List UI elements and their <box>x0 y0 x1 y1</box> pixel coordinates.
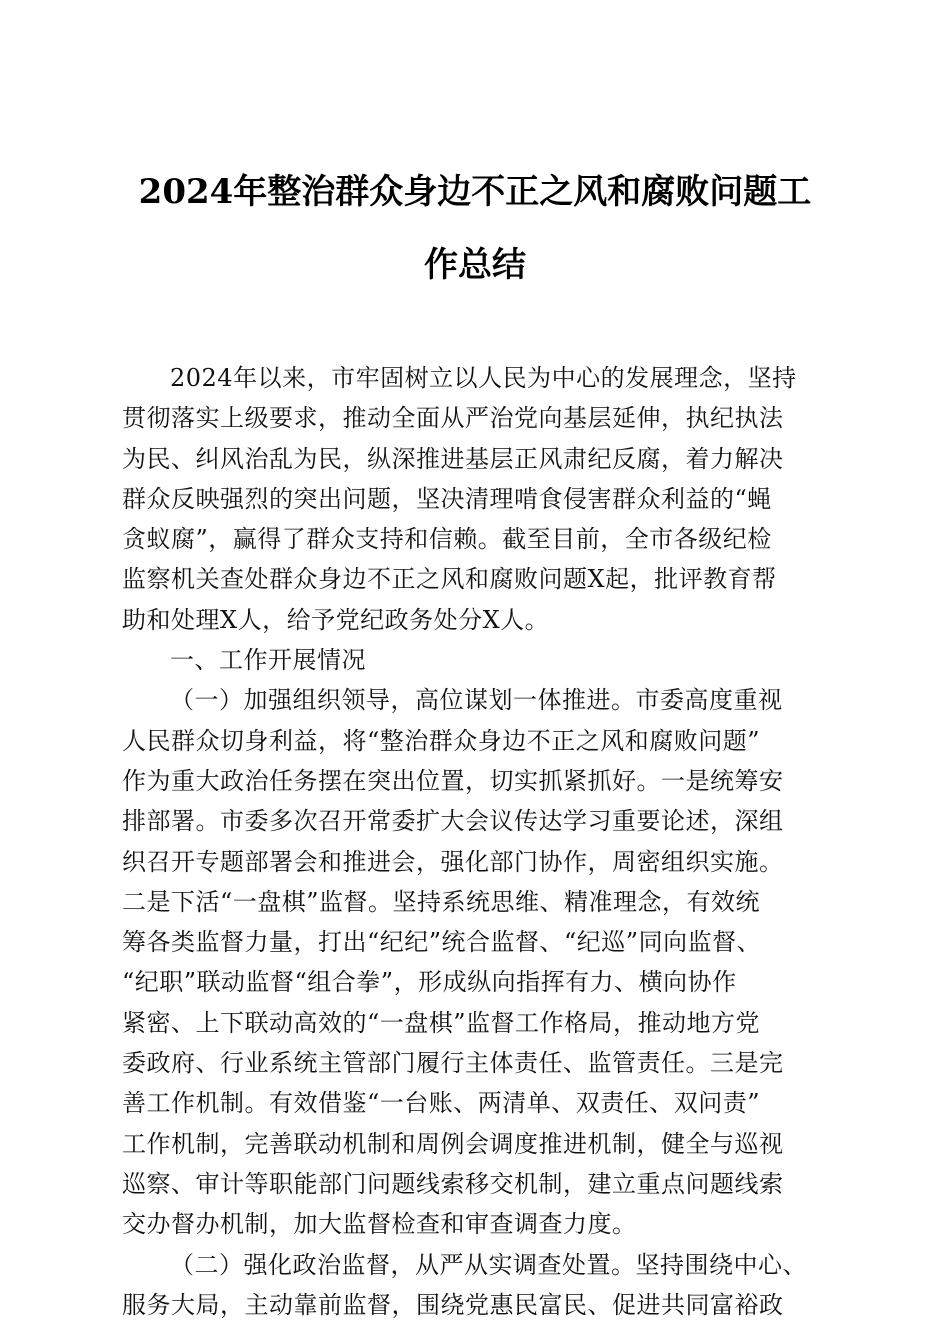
paragraph-line: 筹各类监督力量，打出“纪纪”统合监督、“纪巡”同向监督、 <box>122 928 762 957</box>
paragraph-line: 巡察、审计等职能部门问题线索移交机制，建立重点问题线索 <box>122 1169 784 1198</box>
paragraph-line: （一）加强组织领导，高位谋划一体推进。市委高度重视 <box>170 686 783 715</box>
paragraph-line: 监察机关查处群众身边不正之风和腐败问题X起，批评教育帮 <box>122 565 777 594</box>
paragraph-line: 交办督办机制，加大监督检查和审查调查力度。 <box>122 1210 637 1239</box>
paragraph-line: 贯彻落实上级要求，推动全面从严治党向基层延伸，执纪执法 <box>122 404 784 433</box>
paragraph-line: 群众反映强烈的突出问题，坚决清理啃食侵害群众利益的“蝇 <box>122 484 772 513</box>
document-title-line-1: 2024年整治群众身边不正之风和腐败问题工 <box>138 172 812 212</box>
paragraph-line: 工作机制，完善联动机制和周例会调度推进机制，健全与巡视 <box>122 1129 784 1158</box>
paragraph-line: 紧密、上下联动高效的“一盘棋”监督工作格局，推动地方党 <box>122 1008 761 1037</box>
paragraph-line: 为民、纠风治乱为民，纵深推进基层正风肃纪反腐，着力解决 <box>122 444 784 473</box>
paragraph-line: 织召开专题部署会和推进会，强化部门协作，周密组织实施。 <box>122 847 784 876</box>
paragraph-line: 作为重大政治任务摆在突出位置，切实抓紧抓好。一是统筹安 <box>122 766 784 795</box>
document-body <box>122 358 828 1325</box>
paragraph-line: 服务大局，主动靠前监督，围绕党惠民富民、促进共同富裕政 <box>122 1290 784 1319</box>
paragraph-line: 2024年以来，市牢固树立以人民为中心的发展理念，坚持 <box>170 364 797 392</box>
document-title-line-2: 作总结 <box>424 245 526 285</box>
section-heading: 一、工作开展情况 <box>170 646 366 675</box>
paragraph-line: 贪蚁腐”，赢得了群众支持和信赖。截至目前，全市各级纪检 <box>122 525 772 554</box>
paragraph-line: 助和处理X人，给予党纪政务处分X人。 <box>122 605 550 634</box>
paragraph-line: 排部署。市委多次召开常委扩大会议传达学习重要论述，深组 <box>122 807 784 836</box>
paragraph-line: 委政府、行业系统主管部门履行主体责任、监管责任。三是完 <box>122 1049 784 1078</box>
paragraph-line: “纪职”联动监督“组合拳”，形成纵向指挥有力、横向协作 <box>122 968 737 997</box>
paragraph-line: （二）强化政治监督，从严从实调查处置。坚持围绕中心、 <box>170 1250 807 1279</box>
paragraph-line: 二是下活“一盘棋”监督。坚持系统思维、精准理念，有效统 <box>122 887 761 916</box>
paragraph-line: 善工作机制。有效借鉴“一台账、两清单、双责任、双问责” <box>122 1089 761 1118</box>
paragraph-line: 人民群众切身利益，将“整治群众身边不正之风和腐败问题” <box>122 726 761 755</box>
